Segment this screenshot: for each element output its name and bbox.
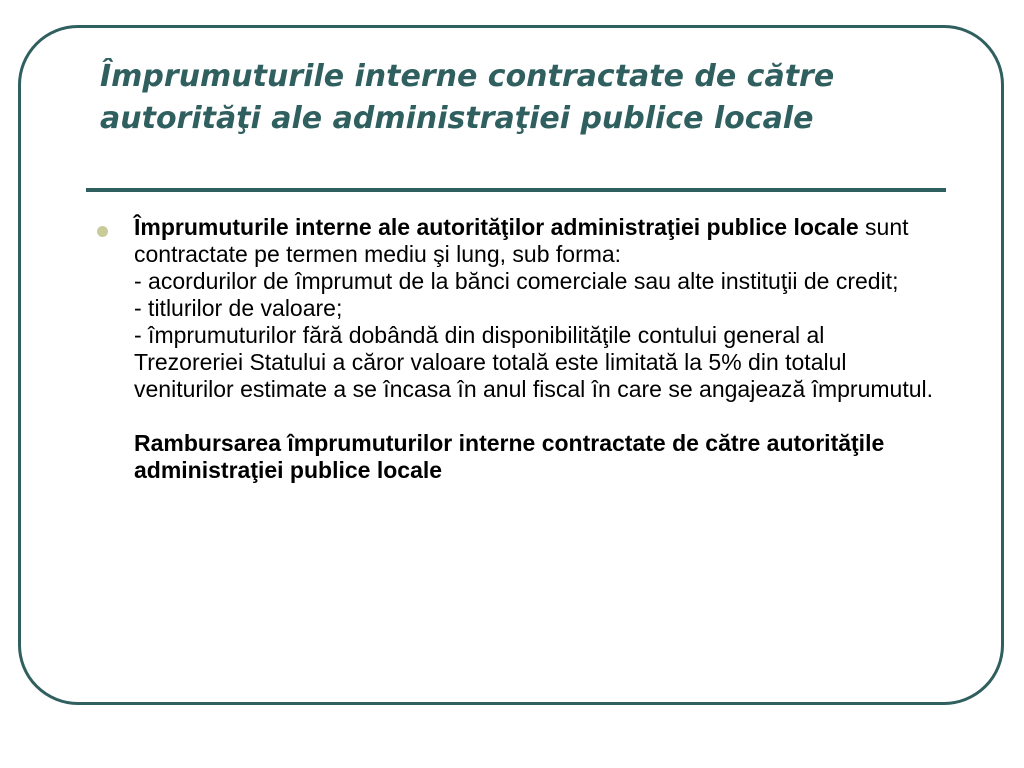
bullet-item-3: - împrumuturilor fără dobândă din disponibilităţile contului general al Trezoreriei Statului a căror valoare totală este limitată la 5% din totalul veniturilor estimate a se încasa în anul fiscal în care se angajează împrumutul. (134, 322, 934, 402)
bullet-item-1: - acordurilor de împrumut de la bănci comerciale sau alte instituţii de credit; (134, 268, 899, 294)
bullet-lead-text: sunt contractate pe termen mediu şi lung, sub forma: (134, 214, 909, 267)
slide-title: Împrumuturile interne contractate de către autorităţi ale administraţiei publice locale (100, 59, 835, 136)
bullet-lead-bold: Împrumuturile interne ale autorităţilor administraţiei publice locale (134, 214, 859, 240)
bullet-subheading: Rambursarea împrumuturilor interne contractate de către autorităţile administraţiei publice locale (134, 430, 885, 483)
bullet-item-2: - titlurilor de valoare; (134, 295, 343, 321)
bullet-dot-icon (97, 226, 108, 237)
title-divider (86, 188, 946, 192)
paragraph-spacer (134, 403, 934, 430)
bullet-paragraph (134, 214, 934, 484)
